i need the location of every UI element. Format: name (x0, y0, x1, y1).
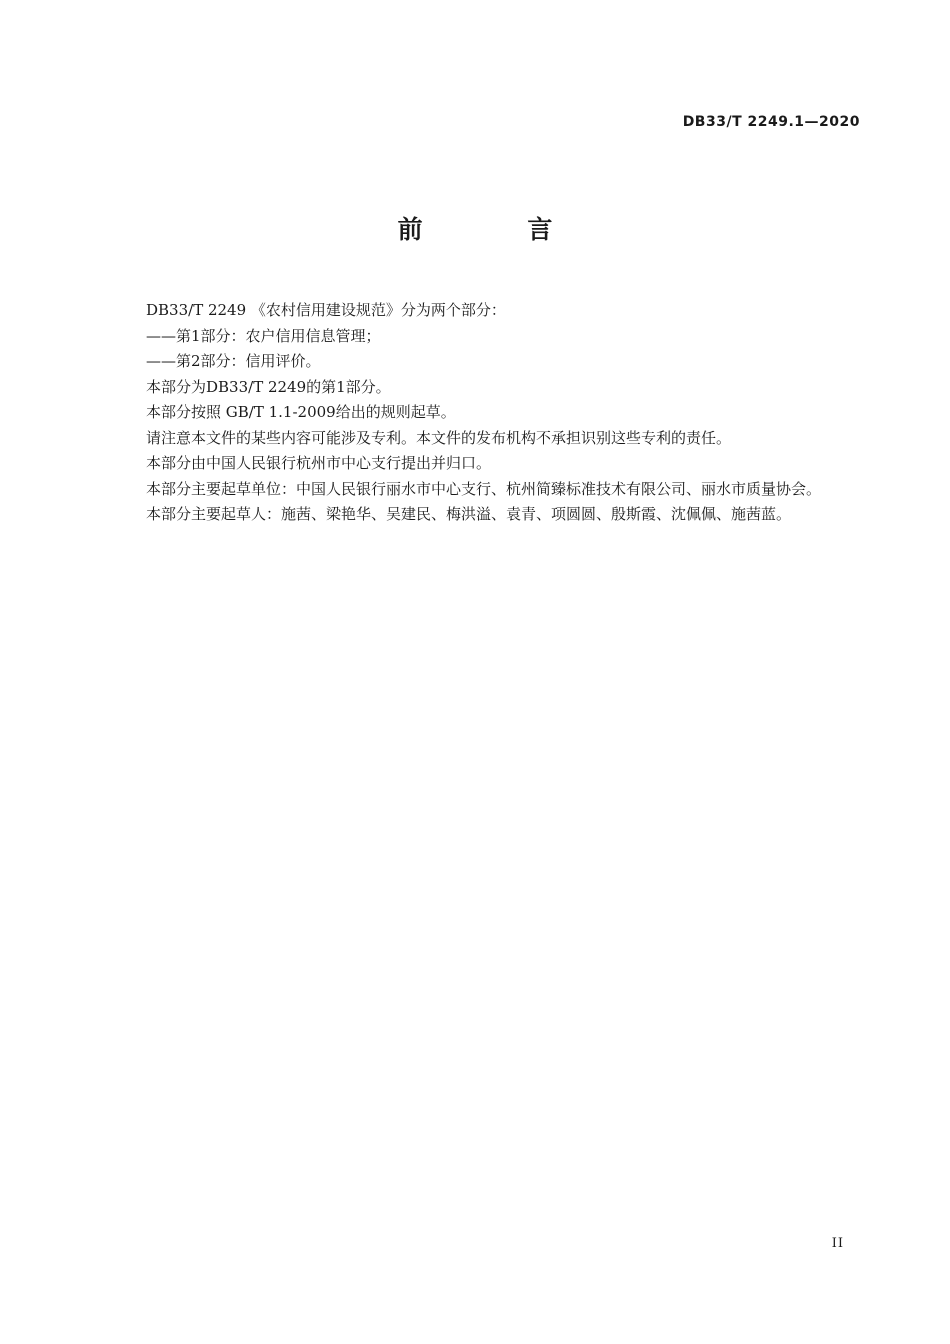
page-number: II (831, 1236, 844, 1251)
paragraph-drafters: 本部分主要起草人：施茜、梁艳华、吴建民、梅洪溢、袁青、项圆圆、殷斯霞、沈佩佩、施茜蓝。 (146, 505, 792, 523)
paragraph-patent-notice: 请注意本文件的某些内容可能涉及专利。本文件的发布机构不承担识别这些专利的责任。 (146, 428, 732, 447)
paragraph-this-part: 本部分为DB33/T 2249的第1部分。 (146, 377, 391, 396)
paragraph-part-1: ——第1部分：农户信用信息管理； (146, 326, 381, 345)
paragraph-part-2: ——第2部分：信用评价。 (146, 352, 321, 370)
foreword-body (114, 298, 862, 528)
document-code: DB33/T 2249.1—2020 (682, 114, 860, 130)
paragraph-drafting-units: 本部分主要起草单位：中国人民银行丽水市中心支行、杭州简臻标准技术有限公司、丽水市质量协会。 (146, 479, 822, 498)
paragraph-drafting-rules: 本部分按照 GB/T 1.1-2009给出的规则起草。 (146, 403, 456, 421)
paragraph-proposer: 本部分由中国人民银行杭州市中心支行提出并归口。 (146, 454, 492, 472)
page-title: 前 言 (397, 215, 601, 244)
paragraph-parts-overview: DB33/T 2249 《农村信用建设规范》分为两个部分： (146, 301, 506, 319)
